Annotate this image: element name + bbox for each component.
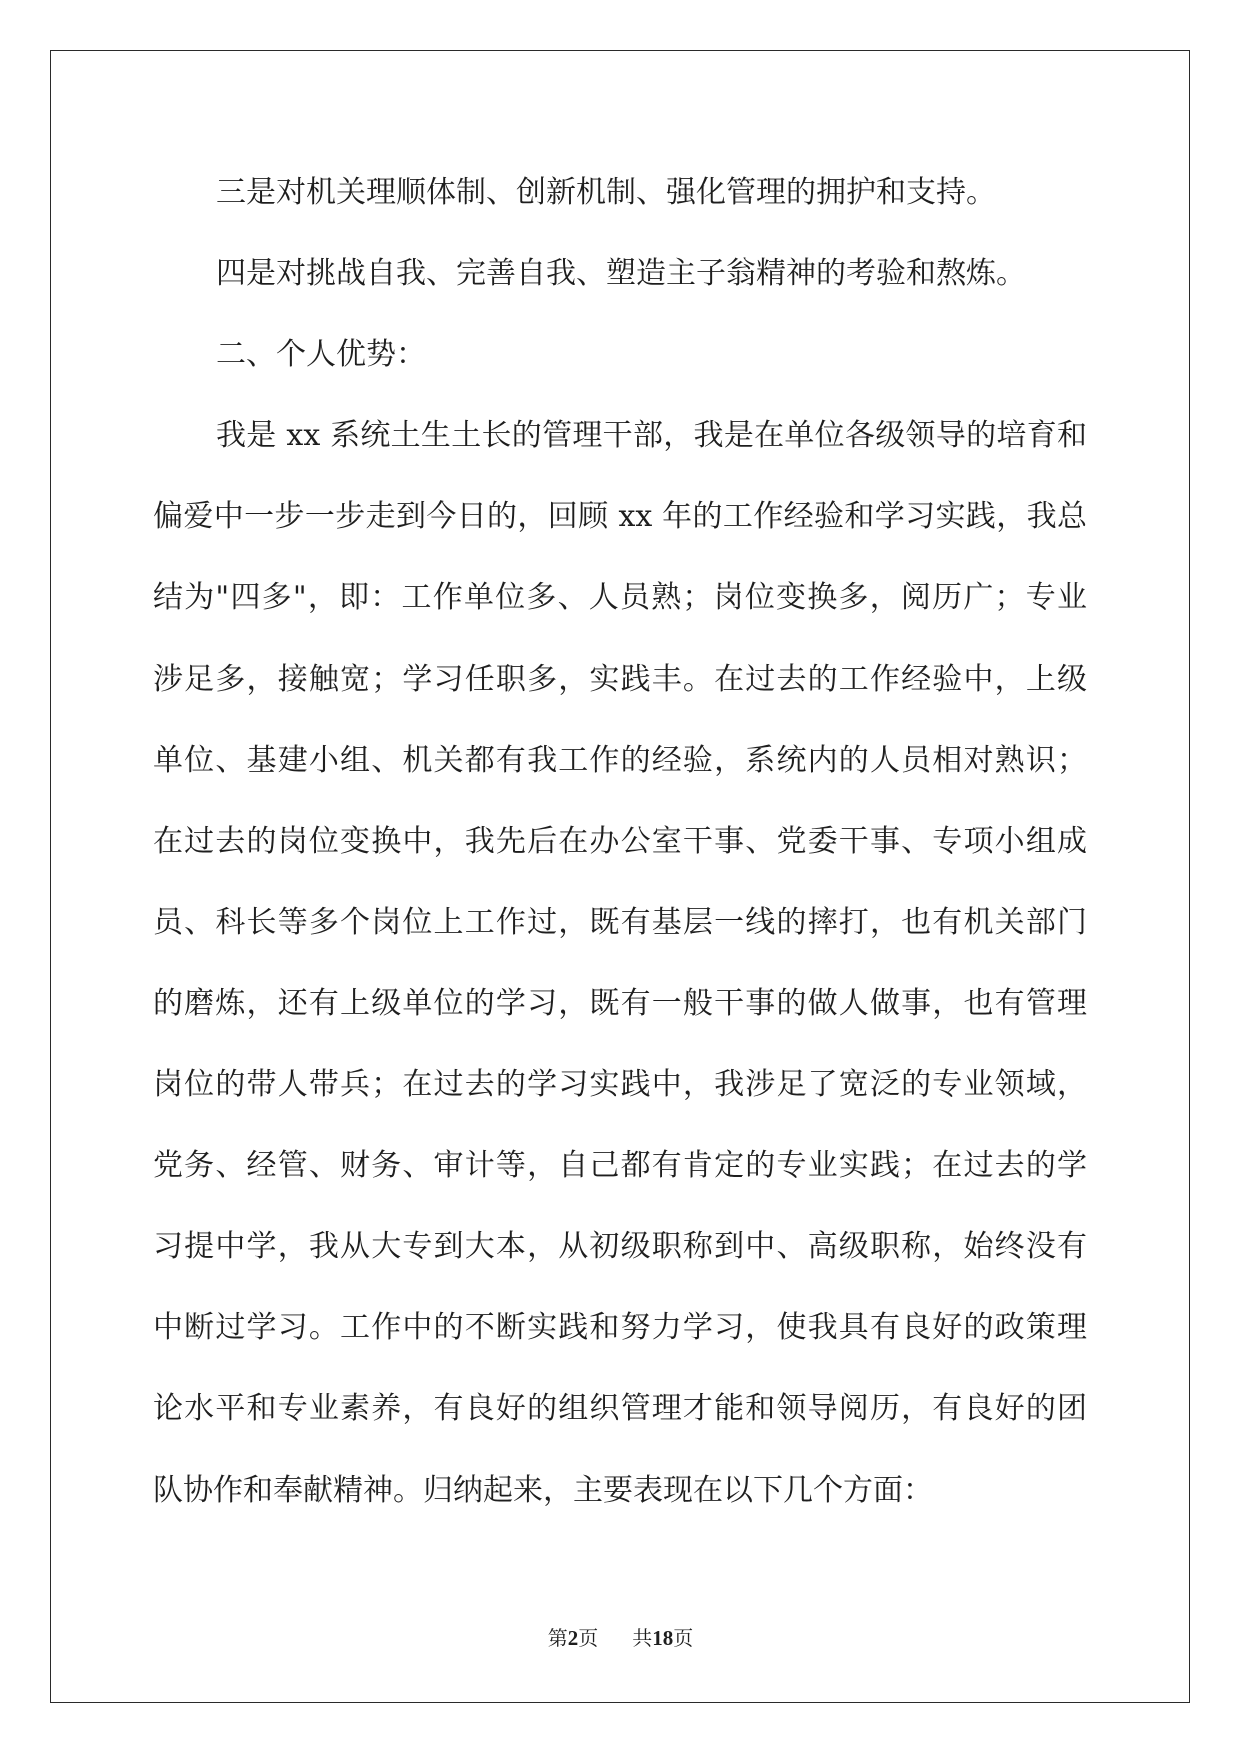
page-number: 2: [567, 1626, 579, 1650]
text-line: 单位、基建小组、机关都有我工作的经验，系统内的人员相对熟识；: [153, 742, 1087, 778]
text-line: 论水平和专业素养，有良好的组织管理才能和领导阅历，有良好的团: [153, 1391, 1087, 1427]
text-line: 党务、经管、财务、审计等，自己都有肯定的专业实践；在过去的学: [153, 1148, 1087, 1184]
text-line: 在过去的岗位变换中，我先后在办公室干事、党委干事、专项小组成: [153, 823, 1087, 859]
section-heading: 二、个人优势：: [216, 337, 426, 373]
text-line: 队协作和奉献精神。归纳起来，主要表现在以下几个方面：: [153, 1472, 933, 1508]
text-line: 涉足多，接触宽；学习任职多，实践丰。在过去的工作经验中，上级: [153, 661, 1087, 697]
text-line: 结为"四多"，即：工作单位多、人员熟；岗位变换多，阅历广；专业: [153, 580, 1087, 616]
text-line: 的磨炼，还有上级单位的学习，既有一般干事的做人做事，也有管理: [153, 985, 1087, 1021]
document-body: [153, 152, 1087, 1531]
text-line: 四是对挑战自我、完善自我、塑造主子翁精神的考验和熬炼。: [216, 256, 1026, 292]
text-line: 中断过学习。工作中的不断实践和努力学习，使我具有良好的政策理: [153, 1310, 1087, 1346]
total-suffix: 页: [673, 1626, 694, 1650]
text-line: 偏爱中一步一步走到今日的，回顾 xx 年的工作经验和学习实践，我总: [153, 499, 1087, 535]
text-line: 我是 xx 系统土生土长的管理干部，我是在单位各级领导的培育和: [216, 418, 1087, 454]
text-line: 三是对机关理顺体制、创新机制、强化管理的拥护和支持。: [216, 175, 996, 210]
text-line: 习提中学，我从大专到大本，从初级职称到中、高级职称，始终没有: [153, 1229, 1087, 1265]
page-indicator: [0, 1626, 1241, 1650]
page-prefix: 第: [547, 1626, 568, 1650]
total-prefix: 共: [632, 1626, 653, 1650]
text-line: 岗位的带人带兵；在过去的学习实践中，我涉足了宽泛的专业领域，: [153, 1067, 1087, 1103]
page-suffix: 页: [578, 1626, 599, 1650]
total-pages: 18: [652, 1626, 674, 1650]
text-line: 员、科长等多个岗位上工作过，既有基层一线的摔打，也有机关部门: [153, 904, 1087, 940]
